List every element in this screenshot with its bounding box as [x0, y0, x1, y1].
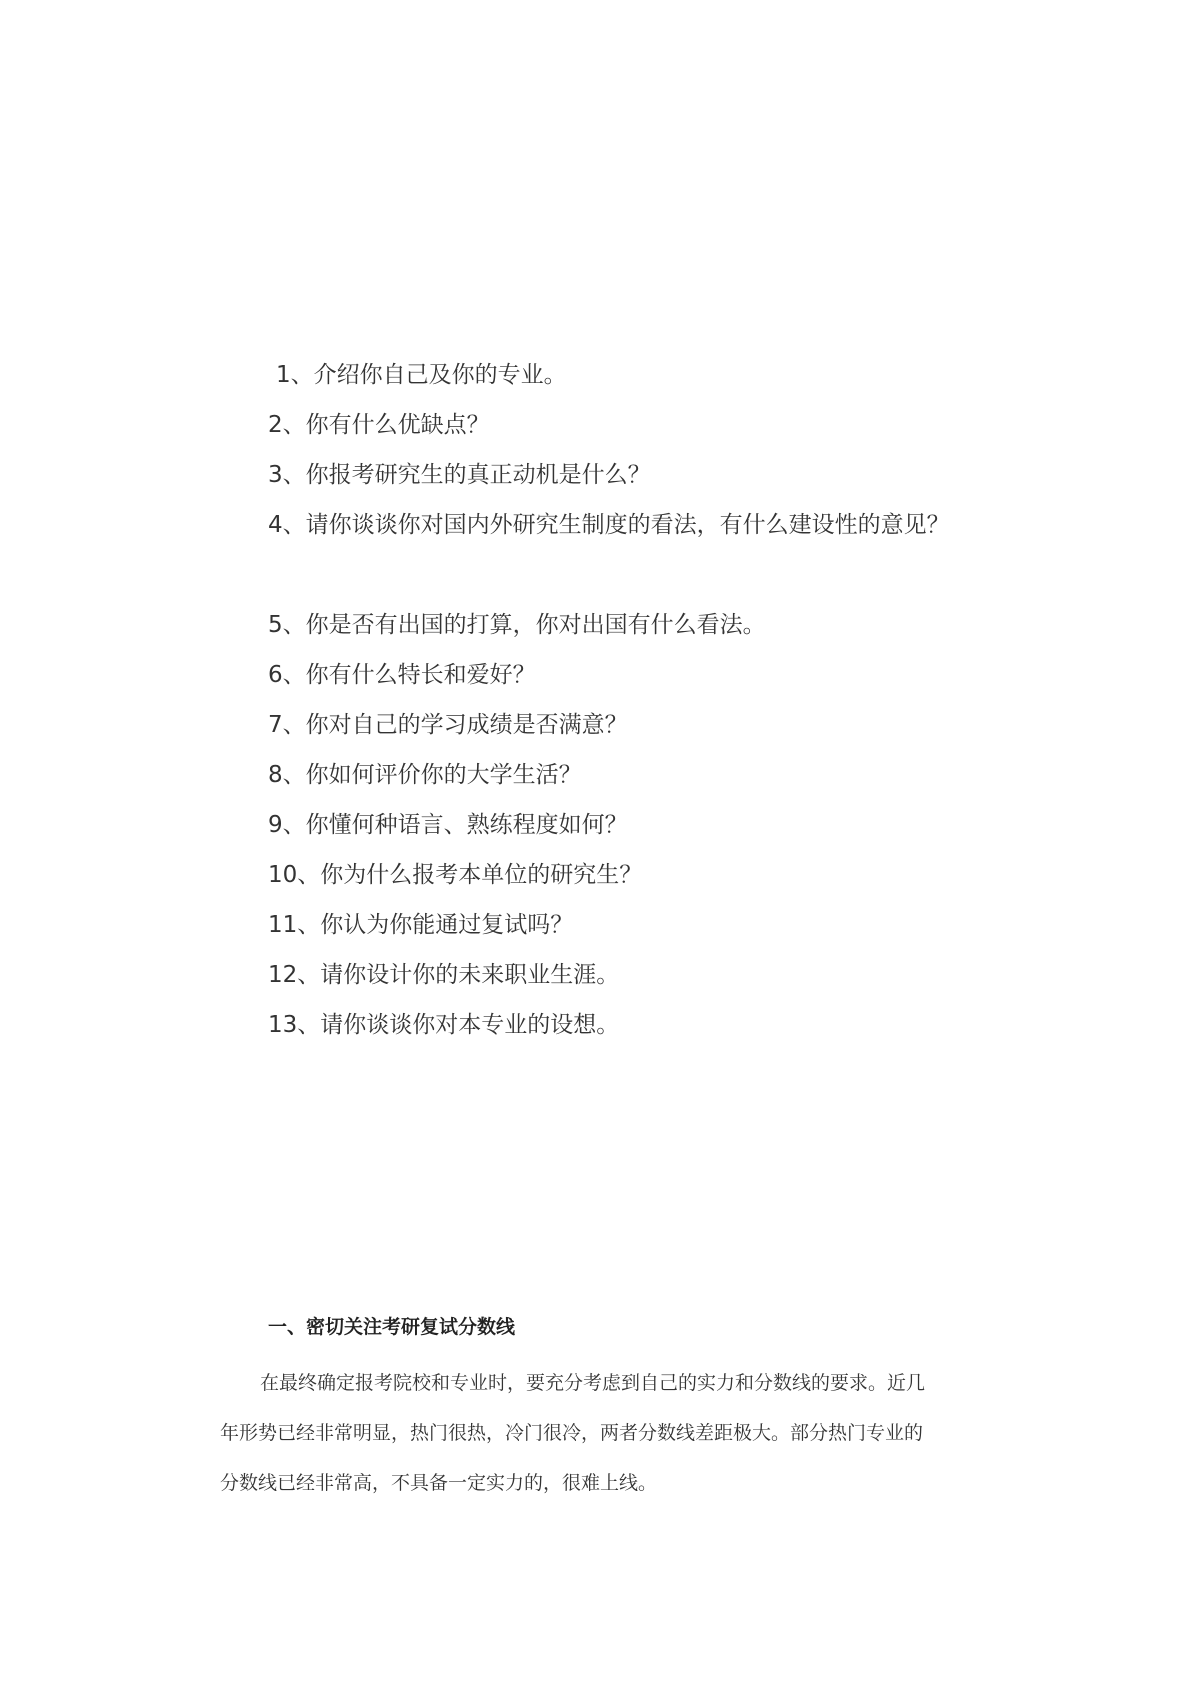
- question-item: 9、你懂何种语言、熟练程度如何？: [268, 812, 628, 838]
- question-item: 10、你为什么报考本单位的研究生？: [268, 862, 643, 888]
- paragraph-line: 在最终确定报考院校和专业时，要充分考虑到自己的实力和分数线的要求。近几: [260, 1372, 926, 1394]
- question-item: 6、你有什么特长和爱好？: [268, 662, 536, 688]
- paragraph-line: 分数线已经非常高，不具备一定实力的，很难上线。: [220, 1472, 658, 1494]
- section-heading: 一、密切关注考研复试分数线: [268, 1316, 516, 1338]
- question-item: 4、请你谈谈你对国内外研究生制度的看法，有什么建设性的意见？: [268, 512, 950, 538]
- question-item: 13、请你谈谈你对本专业的设想。: [268, 1012, 620, 1038]
- question-item: 12、请你设计你的未来职业生涯。: [268, 962, 620, 988]
- question-item: 2、你有什么优缺点？: [268, 412, 490, 438]
- section-paragraph: [220, 1358, 980, 1508]
- interview-question-list: [268, 350, 1028, 1050]
- question-item: 1、介绍你自己及你的专业。: [276, 362, 567, 388]
- question-item: 11、你认为你能通过复试吗？: [268, 912, 574, 938]
- paragraph-line: 年形势已经非常明显，热门很热，冷门很冷，两者分数线差距极大。部分热门专业的: [220, 1422, 924, 1444]
- question-item: 3、你报考研究生的真正动机是什么？: [268, 462, 651, 488]
- question-item: 7、你对自己的学习成绩是否满意？: [268, 712, 628, 738]
- question-item: 8、你如何评价你的大学生活？: [268, 762, 582, 788]
- question-item: 5、你是否有出国的打算，你对出国有什么看法。: [268, 612, 766, 638]
